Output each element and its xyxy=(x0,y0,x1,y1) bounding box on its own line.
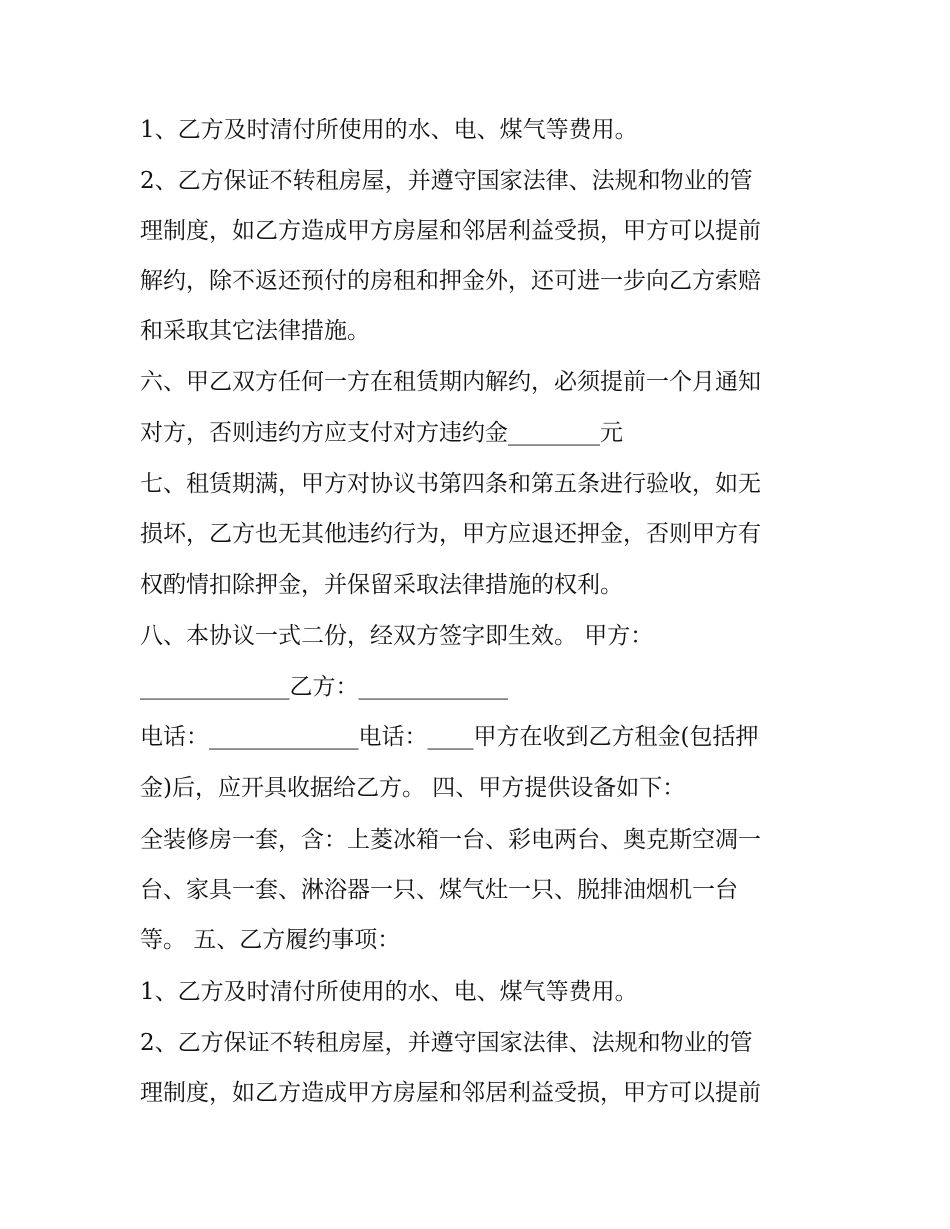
text-line: 1、乙方及时清付所使用的水、电、煤气等费用。 xyxy=(140,117,638,143)
text-line: 和采取其它法律措施。 xyxy=(140,318,370,344)
text-line: 对方，否则违约方应支付对方违约金________元 xyxy=(140,420,623,446)
text-line: 解约，除不返还预付的房租和押金外，还可进一步向乙方索赔 xyxy=(140,268,761,294)
text-line: 台、家具一套、淋浴器一只、煤气灶一只、脱排油烟机一台 xyxy=(140,877,738,903)
text-line: 七、租赁期满，甲方对协议书第四条和第五条进行验收，如无 xyxy=(140,471,761,497)
text-line: 金)后，应开具收据给乙方。 四、甲方提供设备如下： xyxy=(140,775,686,801)
text-line: 理制度，如乙方造成甲方房屋和邻居利益受损，甲方可以提前 xyxy=(140,1080,761,1106)
text-line: _____________乙方：_____________ xyxy=(140,674,508,700)
text-line: 2、乙方保证不转租房屋，并遵守国家法律、法规和物业的管 xyxy=(140,168,753,194)
text-line: 损坏，乙方也无其他违约行为，甲方应退还押金，否则甲方有 xyxy=(140,521,761,547)
text-line: 等。 五、乙方履约事项： xyxy=(140,927,401,953)
text-line: 电话：_____________电话：____甲方在收到乙方租金(包括押 xyxy=(140,724,759,750)
text-line: 八、本协议一式二份，经双方签字即生效。 甲方： xyxy=(140,623,654,649)
text-line: 2、乙方保证不转租房屋，并遵守国家法律、法规和物业的管 xyxy=(140,1030,753,1056)
text-line: 全装修房一套，含：上菱冰箱一台、彩电两台、奥克斯空凋一 xyxy=(140,827,761,853)
text-line: 六、甲乙双方任何一方在租赁期内解约，必须提前一个月通知 xyxy=(140,369,761,395)
text-line: 理制度，如乙方造成甲方房屋和邻居利益受损，甲方可以提前 xyxy=(140,218,761,244)
text-line: 权酌情扣除押金，并保留采取法律措施的权利。 xyxy=(140,572,623,598)
text-line: 1、乙方及时清付所使用的水、电、煤气等费用。 xyxy=(140,979,638,1005)
